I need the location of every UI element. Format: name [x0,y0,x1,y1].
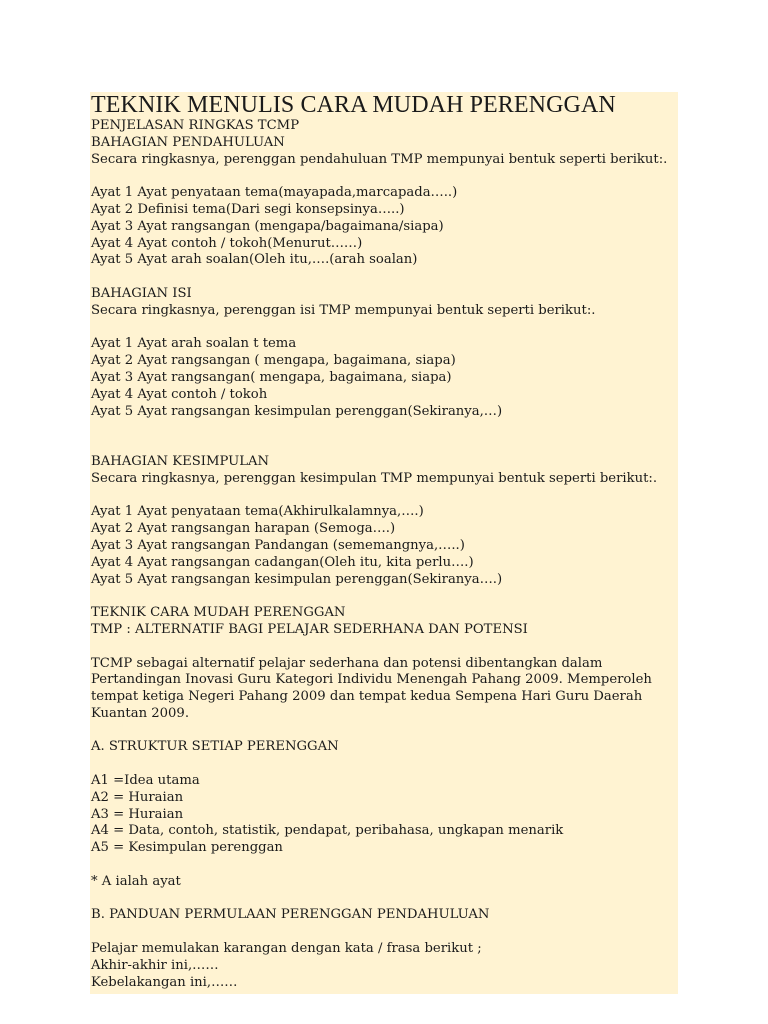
section-heading: TEKNIK CARA MUDAH PERENGGAN [91,605,346,621]
list-item: A4 = Data, contoh, statistik, pendapat, peribahasa, ungkapan menarik [91,823,564,839]
list-item: Ayat 1 Ayat penyataan tema(Akhirulkalamnya,….) [91,504,424,520]
list-item: Ayat 5 Ayat rangsangan kesimpulan perenggan(Sekiranya,…) [91,403,503,419]
list-item: A5 = Kesimpulan perenggan [91,840,283,856]
list-item: Ayat 5 Ayat rangsangan kesimpulan perenggan(Sekiranya….) [91,571,503,587]
list-item: A2 = Huraian [91,789,184,805]
section-heading: BAHAGIAN PENDAHULUAN [91,134,285,150]
footnote: * A ialah ayat [91,873,181,889]
section-description: Secara ringkasnya, perenggan kesimpulan TMP mempunyai bentuk seperti berikut:. [91,470,658,486]
section-heading: B. PANDUAN PERMULAAN PERENGGAN PENDAHULUAN [91,907,490,923]
list-item: A1 =Idea utama [91,773,200,789]
list-item: A3 = Huraian [91,806,184,822]
list-item: Ayat 1 Ayat arah soalan t tema [91,336,297,352]
section-description: Secara ringkasnya, perenggan isi TMP mempunyai bentuk seperti berikut:. [91,302,596,318]
list-item: Akhir-akhir ini,…… [91,957,219,973]
document-title: TEKNIK MENULIS CARA MUDAH PERENGGAN [91,92,616,118]
list-item: Ayat 5 Ayat arah soalan(Oleh itu,….(arah soalan) [91,252,418,268]
paragraph-line: Kuantan 2009. [91,705,190,721]
list-item: Ayat 3 Ayat rangsangan Pandangan (sememangnya,…..) [91,537,465,553]
list-item: Ayat 4 Ayat contoh / tokoh(Menurut……) [91,235,363,251]
paragraph-line: tempat ketiga Negeri Pahang 2009 dan tempat kedua Sempena Hari Guru Daerah [91,689,643,705]
paragraph-line: Pertandingan Inovasi Guru Kategori Individu Menengah Pahang 2009. Memperoleh [91,672,652,688]
list-item: Ayat 3 Ayat rangsangan (mengapa/bagaimana/siapa) [91,218,444,234]
section-description: Secara ringkasnya, perenggan pendahuluan TMP mempunyai bentuk seperti berikut:. [91,151,668,167]
section-description: Pelajar memulakan karangan dengan kata / frasa berikut ; [91,941,482,957]
section-heading: PENJELASAN RINGKAS TCMP [91,118,300,133]
section-heading: BAHAGIAN KESIMPULAN [91,453,270,469]
document-body [90,92,678,991]
list-item: Ayat 2 Definisi tema(Dari segi konsepsinya…..) [91,201,405,217]
list-item: Kebelakangan ini,…… [91,974,238,990]
section-heading: BAHAGIAN ISI [91,285,192,301]
section-heading: TMP : ALTERNATIF BAGI PELAJAR SEDERHANA DAN POTENSI [91,621,528,637]
list-item: Ayat 2 Ayat rangsangan harapan (Semoga….) [91,521,396,537]
list-item: Ayat 4 Ayat rangsangan cadangan(Oleh itu, kita perlu….) [91,554,474,570]
list-item: Ayat 3 Ayat rangsangan( mengapa, bagaimana, siapa) [91,369,452,385]
list-item: Ayat 1 Ayat penyataan tema(mayapada,marcapada…..) [91,185,458,201]
section-heading: A. STRUKTUR SETIAP PERENGGAN [91,739,339,755]
list-item: Ayat 4 Ayat contoh / tokoh [91,386,268,402]
document-page [90,92,678,994]
list-item: Ayat 2 Ayat rangsangan ( mengapa, bagaimana, siapa) [91,353,456,369]
paragraph-line: TCMP sebagai alternatif pelajar sederhana dan potensi dibentangkan dalam [91,655,603,671]
